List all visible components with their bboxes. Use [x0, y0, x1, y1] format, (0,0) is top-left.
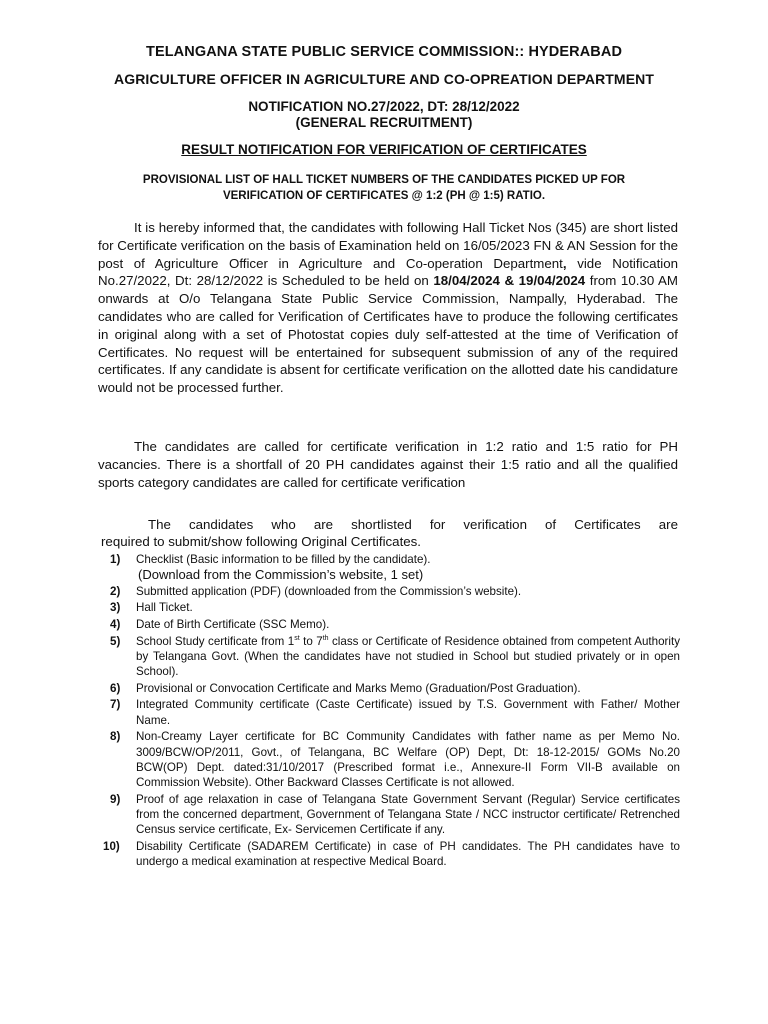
- department-title: AGRICULTURE OFFICER IN AGRICULTURE AND CO-OPREATION DEPARTMENT: [114, 71, 654, 87]
- list-item-text: Checklist (Basic information to be filled by the candidate).: [136, 553, 431, 566]
- paragraph-schedule-part1: It is hereby informed that, the candidates with following Hall Ticket Nos (345) are short listed for Certificate verification on the basis of Examination held on 16/05/2023 FN & AN Session for the post of Agriculture Officer in Agriculture and Co-operation Department: [98, 220, 678, 271]
- paragraph-certificates-intro: [98, 516, 678, 550]
- list-item: [98, 697, 680, 728]
- list-item-number: 4): [110, 618, 121, 632]
- provisional-list-line-2: VERIFICATION OF CERTIFICATES @ 1:2 (PH @ 1:5) RATIO.: [222, 190, 546, 202]
- list-item: [98, 617, 680, 632]
- list-item-number: 8): [110, 730, 121, 744]
- list-item-number: 3): [110, 601, 121, 615]
- list-item-text: Integrated Community certificate (Caste Certificate) issued by T.S. Government with Father/ Mother Name.: [136, 698, 680, 727]
- list-item-number: 7): [110, 698, 121, 712]
- list-item: [98, 584, 680, 599]
- paragraph-ratio-text: The candidates are called for certificate verification in 1:2 ratio and 1:5 ratio for PH vacancies. There is a shortfall of 20 PH candidates against their 1:5 ratio and all the qualified sports category candidates are called for certificate verification: [98, 439, 678, 490]
- list-item-text: Provisional or Convocation Certificate and Marks Memo (Graduation/Post Graduation).: [136, 681, 581, 695]
- list-item: [98, 552, 680, 583]
- list-item-text: Disability Certificate (SADAREM Certificate) in case of PH candidates. The PH candidates have to undergo a medical examination at respective Medical Board.: [136, 840, 680, 869]
- certificate-list: [98, 552, 680, 871]
- list-item-text: Date of Birth Certificate (SSC Memo).: [136, 618, 330, 632]
- list-item: [98, 729, 680, 790]
- recruitment-type: (GENERAL RECRUITMENT): [295, 115, 473, 130]
- list-item-subtext: (Download from the Commission’s website, 1 set): [138, 567, 424, 583]
- superscript: st: [294, 634, 300, 642]
- certificates-intro-line-1: The candidates who are shortlisted for verification of Certificates are: [148, 517, 678, 532]
- list-item-number: 1): [110, 553, 121, 566]
- paragraph-schedule: [98, 219, 678, 397]
- provisional-list-line-1: PROVISIONAL LIST OF HALL TICKET NUMBERS OF THE CANDIDATES PICKED UP FOR: [142, 174, 626, 186]
- notification-number-line: NOTIFICATION NO.27/2022, DT: 28/12/2022: [248, 99, 520, 114]
- certificates-intro-line-2: required to submit/show following Original Certificates.: [101, 534, 422, 549]
- list-item-text: [136, 635, 680, 679]
- list-item-number: 10): [103, 840, 120, 854]
- list-item: [98, 839, 680, 870]
- paragraph-schedule-part3: from 10.30 AM onwards at O/o Telangana State Public Service Commission, Nampally, Hyderabad. The candidates who are called for Verification of Certificates have to produce the following certificates in original along with a set of Photostat copies duly self-attested at the time of Verification of Certificates. No request will be entertained for subsequent submission of any of the required certificates. If any candidate is absent for certificate verification on the allotted date his candidature would not be processed further.: [98, 273, 678, 396]
- provisional-list-heading: [110, 172, 658, 204]
- list-item: [98, 792, 680, 838]
- list-item-text-part: to 7: [299, 634, 323, 648]
- commission-title: TELANGANA STATE PUBLIC SERVICE COMMISSION:: HYDERABAD: [145, 44, 623, 60]
- paragraph-schedule-part2: vide Notification No.27/2022, Dt: 28/12/2022 is Scheduled to be held on: [98, 255, 679, 289]
- list-item-number: 5): [110, 634, 121, 648]
- list-item-number: 2): [110, 584, 121, 598]
- list-item-text-part: class or Certificate of Residence obtained from competent Authority by Telangana Govt. (When the candidates have not studied in School but studied privately or in open School).: [136, 634, 680, 679]
- list-item: [98, 600, 680, 615]
- list-item-text: Hall Ticket.: [136, 601, 193, 615]
- list-item-number: 9): [110, 792, 121, 806]
- superscript: th: [322, 634, 329, 642]
- list-item-text-part: School Study certificate from 1: [136, 634, 295, 648]
- list-item: [98, 634, 680, 680]
- list-item: [98, 681, 680, 696]
- list-item-text: Submitted application (PDF) (downloaded from the Commission’s website).: [136, 584, 522, 598]
- list-item-text: Proof of age relaxation in case of Telangana State Government Servant (Regular) Service certificates from the concerned department, Government of Telangana State / NCC instructor certificate/ Retrenched Census service certificate, Ex- Servicemen Certificate if any.: [136, 792, 680, 837]
- verification-dates: 18/04/2024 & 19/04/2024: [433, 273, 586, 289]
- paragraph-ratio: [98, 438, 678, 491]
- paragraph-schedule-comma: ,: [562, 255, 567, 271]
- list-item-text: Non-Creamy Layer certificate for BC Community Candidates with father name as per Memo No. 3009/BCW/OP/2011, Govt., of Telangana, BC Welfare (OP) Dept, Dt: 18-12-2015/ GOMs No.20 BCW(OP) Dept. dated:31/10/2017 (Prescribed format i.e., Annexure-II Form VII-B available on Commission Website). Other Backward Classes Certificate is not allowed.: [136, 730, 680, 790]
- list-item-number: 6): [110, 681, 121, 695]
- result-notification-heading: RESULT NOTIFICATION FOR VERIFICATION OF CERTIFICATES: [181, 142, 587, 157]
- notification-number: [0, 99, 768, 131]
